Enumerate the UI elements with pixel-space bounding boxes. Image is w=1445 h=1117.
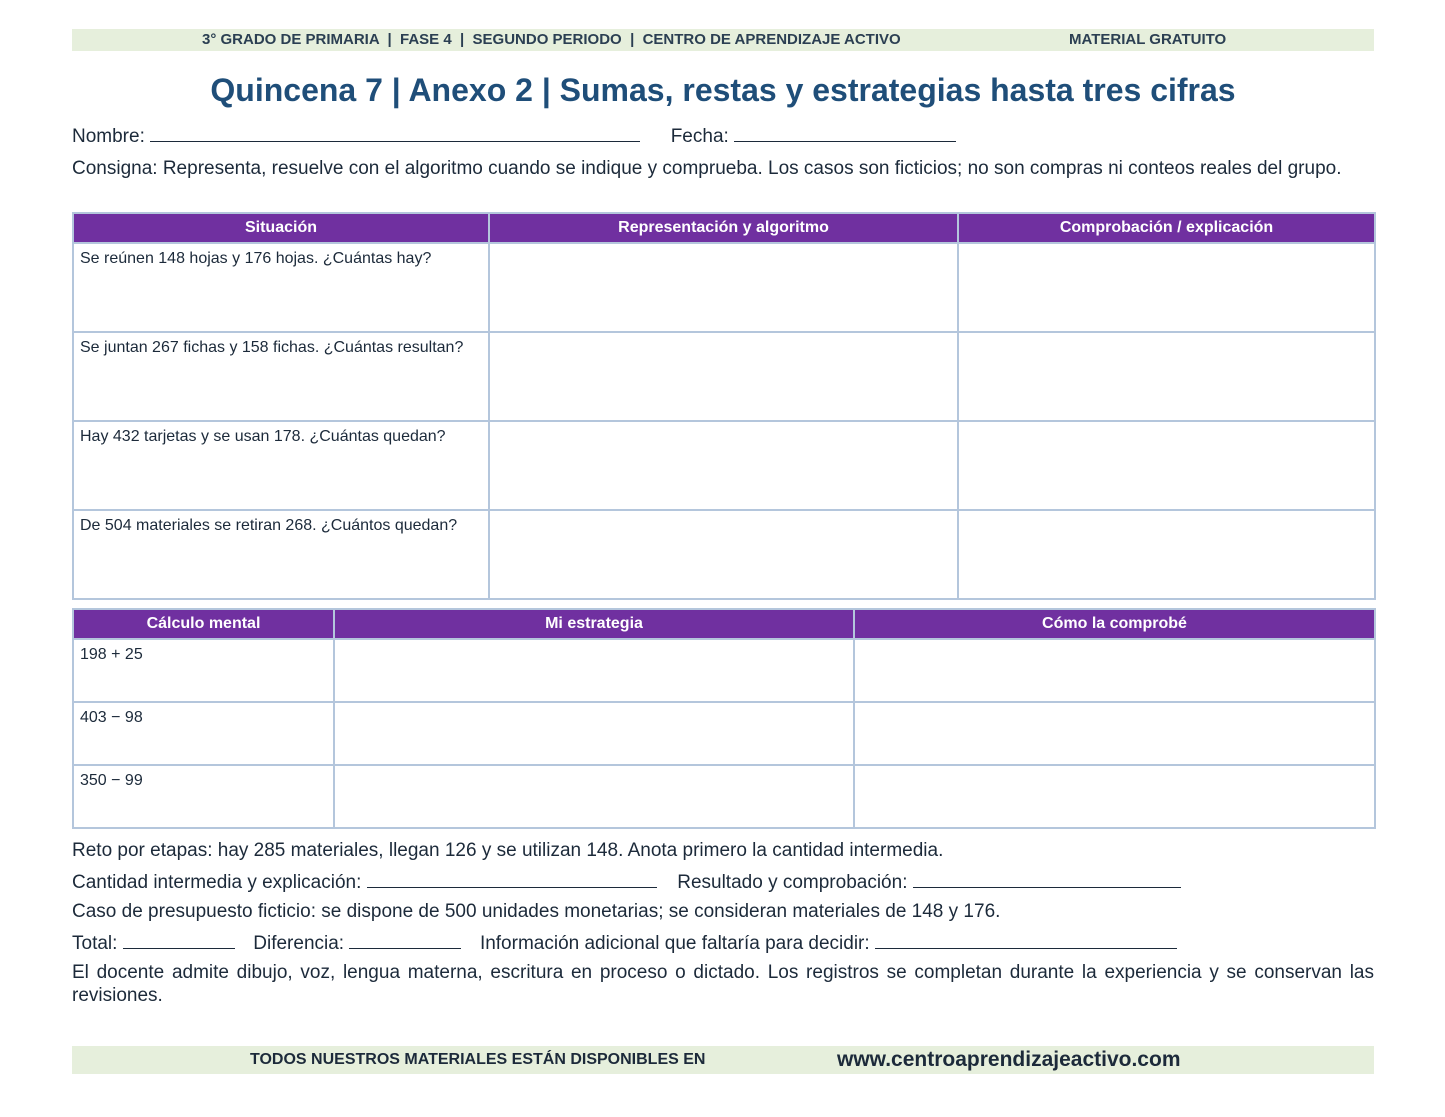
check-cell[interactable] bbox=[958, 510, 1375, 599]
name-field[interactable] bbox=[150, 124, 640, 142]
header-mental-calc: Cálculo mental bbox=[73, 609, 334, 639]
table-row bbox=[73, 510, 1375, 599]
calc-cell: 198 + 25 bbox=[73, 639, 334, 702]
challenge-fields bbox=[72, 870, 1181, 894]
result-label: Resultado y comprobación: bbox=[677, 872, 908, 893]
calc-cell: 350 − 99 bbox=[73, 765, 334, 828]
difference-label: Diferencia: bbox=[253, 933, 345, 954]
intermediate-label: Cantidad intermedia y explicación: bbox=[72, 872, 362, 893]
representation-cell[interactable] bbox=[489, 243, 958, 332]
teacher-note: El docente admite dibujo, voz, lengua materna, escritura en proceso o dictado. Los registros se completan durante la experiencia y se conservan las revisiones. bbox=[72, 962, 1374, 1006]
situation-cell: Se reúnen 148 hojas y 176 hojas. ¿Cuántas hay? bbox=[73, 243, 489, 332]
check-cell[interactable] bbox=[958, 243, 1375, 332]
situation-cell: De 504 materiales se retiran 268. ¿Cuántos quedan? bbox=[73, 510, 489, 599]
intermediate-field[interactable] bbox=[367, 870, 657, 888]
header-free-material: MATERIAL GRATUITO bbox=[1069, 31, 1227, 48]
strategy-cell[interactable] bbox=[334, 702, 854, 765]
table-row bbox=[73, 421, 1375, 510]
budget-text: Caso de presupuesto ficticio: se dispone de 500 unidades monetarias; se consideran materiales de 148 y 176. bbox=[72, 901, 1001, 922]
situations-table bbox=[72, 212, 1376, 600]
situation-cell: Hay 432 tarjetas y se usan 178. ¿Cuántas quedan? bbox=[73, 421, 489, 510]
date-field[interactable] bbox=[734, 124, 956, 142]
name-date-line bbox=[72, 124, 956, 148]
mental-math-table bbox=[72, 608, 1376, 829]
difference-field[interactable] bbox=[349, 931, 461, 949]
footer-website-link[interactable]: www.centroaprendizajeactivo.com bbox=[837, 1048, 1181, 1071]
header-strategy: Mi estrategia bbox=[334, 609, 854, 639]
strategy-cell[interactable] bbox=[334, 639, 854, 702]
header-check: Comprobación / explicación bbox=[958, 213, 1375, 243]
strategy-cell[interactable] bbox=[334, 765, 854, 828]
representation-cell[interactable] bbox=[489, 421, 958, 510]
table-row bbox=[73, 765, 1375, 828]
how-checked-cell[interactable] bbox=[854, 702, 1375, 765]
date-label: Fecha: bbox=[670, 126, 729, 147]
budget-fields bbox=[72, 931, 1177, 955]
check-cell[interactable] bbox=[958, 332, 1375, 421]
table-row bbox=[73, 702, 1375, 765]
header-how-checked: Cómo la comprobé bbox=[854, 609, 1375, 639]
calc-cell: 403 − 98 bbox=[73, 702, 334, 765]
table-row bbox=[73, 332, 1375, 421]
check-cell[interactable] bbox=[958, 421, 1375, 510]
challenge-text: Reto por etapas: hay 285 materiales, llegan 126 y se utilizan 148. Anota primero la cantidad intermedia. bbox=[72, 840, 944, 861]
footer-text: TODOS NUESTROS MATERIALES ESTÁN DISPONIBLES EN bbox=[250, 1051, 706, 1068]
result-field[interactable] bbox=[913, 870, 1181, 888]
representation-cell[interactable] bbox=[489, 510, 958, 599]
table-row bbox=[73, 243, 1375, 332]
header-situation: Situación bbox=[73, 213, 489, 243]
representation-cell[interactable] bbox=[489, 332, 958, 421]
footer-bar bbox=[72, 1046, 1374, 1074]
header-info: 3° GRADO DE PRIMARIA | FASE 4 | SEGUNDO PERIODO | CENTRO DE APRENDIZAJE ACTIVO bbox=[202, 31, 901, 48]
total-field[interactable] bbox=[123, 931, 235, 949]
instruction: Consigna: Representa, resuelve con el algoritmo cuando se indique y comprueba. Los casos son ficticios; no son compras ni conteos reales del grupo. bbox=[72, 158, 1342, 179]
total-label: Total: bbox=[72, 933, 118, 954]
header-bar bbox=[72, 29, 1374, 51]
table-row bbox=[73, 639, 1375, 702]
how-checked-cell[interactable] bbox=[854, 639, 1375, 702]
name-label: Nombre: bbox=[72, 126, 145, 147]
info-label: Información adicional que faltaría para decidir: bbox=[479, 933, 870, 954]
header-representation: Representación y algoritmo bbox=[489, 213, 958, 243]
page-title: Quincena 7 | Anexo 2 | Sumas, restas y estrategias hasta tres cifras bbox=[210, 72, 1236, 108]
situation-cell: Se juntan 267 fichas y 158 fichas. ¿Cuántas resultan? bbox=[73, 332, 489, 421]
how-checked-cell[interactable] bbox=[854, 765, 1375, 828]
info-field[interactable] bbox=[875, 931, 1177, 949]
